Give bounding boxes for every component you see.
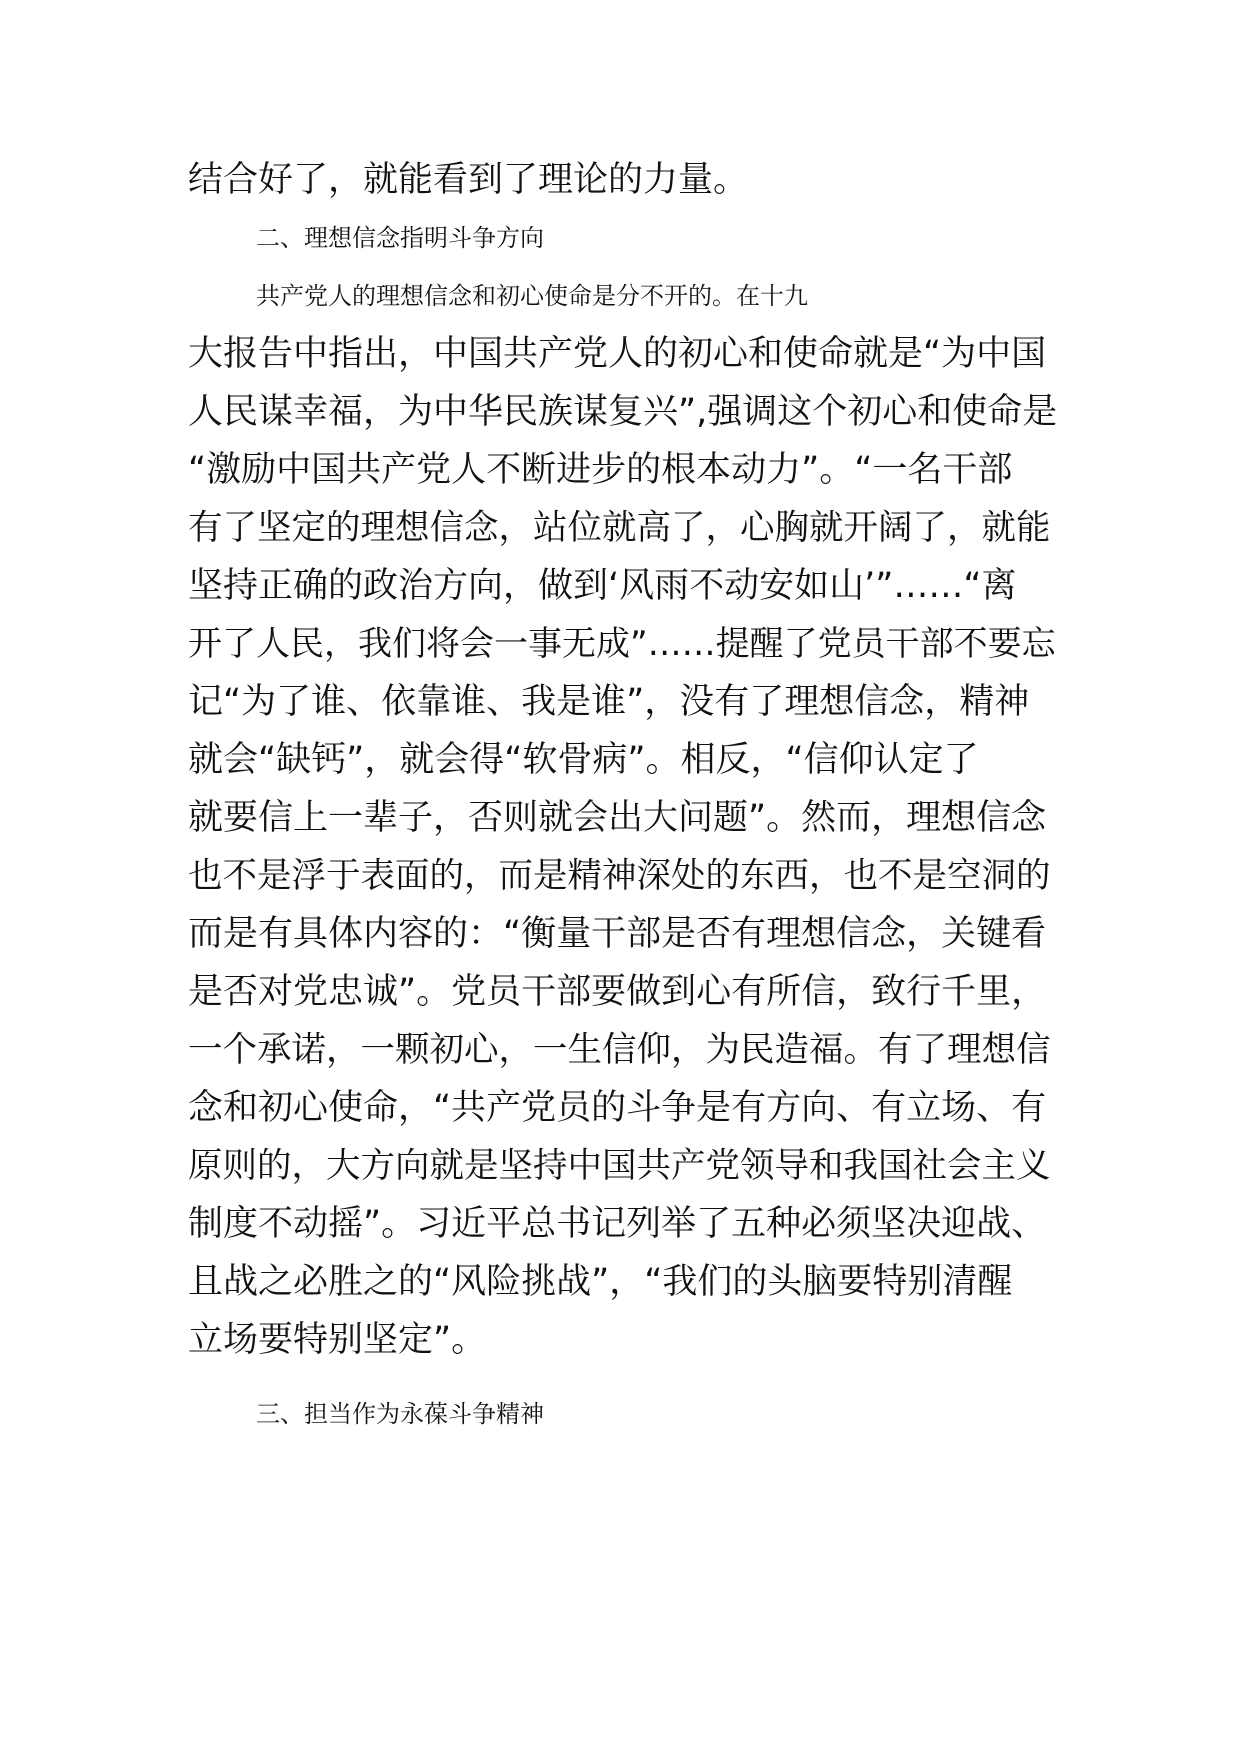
paragraph-line: 一个承诺，一颗初心，一生信仰，为民造福。有了理想信 [188,1030,1051,1070]
paragraph-line: 制度不动摇”。习近平总书记列举了五种必须坚决迎战、 [188,1204,1047,1244]
paragraph-line: 共产党人的理想信念和初心使命是分不开的。在十九 [256,282,808,310]
section-heading: 三、担当作为永葆斗争精神 [256,1400,544,1428]
paragraph-line: 有了坚定的理想信念，站位就高了，心胸就开阔了，就能 [188,508,1051,548]
paragraph-line: 就会“缺钙”，就会得“软骨病”。相反，“信仰认定了 [188,740,979,780]
paragraph-line: 也不是浮于表面的，而是精神深处的东西，也不是空洞的 [188,856,1051,896]
section-heading: 二、理想信念指明斗争方向 [256,224,544,252]
paragraph-line: 而是有具体内容的：“衡量干部是否有理想信念，关键看 [188,914,1047,954]
paragraph-line: 结合好了，就能看到了理论的力量。 [188,160,749,200]
paragraph-line: “激励中国共产党人不断进步的根本动力”。“一名干部 [188,450,1013,490]
paragraph-line: 原则的，大方向就是坚持中国共产党领导和我国社会主义 [188,1146,1051,1186]
paragraph-line: 且战之必胜之的“风险挑战”，“我们的头脑要特别清醒 [188,1262,1013,1302]
paragraph-line: 记“为了谁、依靠谁、我是谁”，没有了理想信念，精神 [188,682,1030,722]
paragraph-line: 大报告中指出，中国共产党人的初心和使命就是“为中国 [188,334,1047,374]
paragraph-line: 是否对党忠诚”。党员干部要做到心有所信，致行千里， [188,972,1047,1012]
paragraph-line: 坚持正确的政治方向，做到‘风雨不动安如山’”……“离 [188,566,1017,606]
paragraph-line: 念和初心使命，“共产党员的斗争是有方向、有立场、有 [188,1088,1047,1128]
paragraph-line: 人民谋幸福，为中华民族谋复兴”,强调这个初心和使命是 [188,392,1058,432]
paragraph-line: 立场要特别坚定”。 [188,1320,487,1360]
paragraph-line: 开了人民，我们将会一事无成”……提醒了党员干部不要忘 [188,624,1056,664]
paragraph-line: 就要信上一辈子，否则就会出大问题”。然而，理想信念 [188,798,1047,838]
